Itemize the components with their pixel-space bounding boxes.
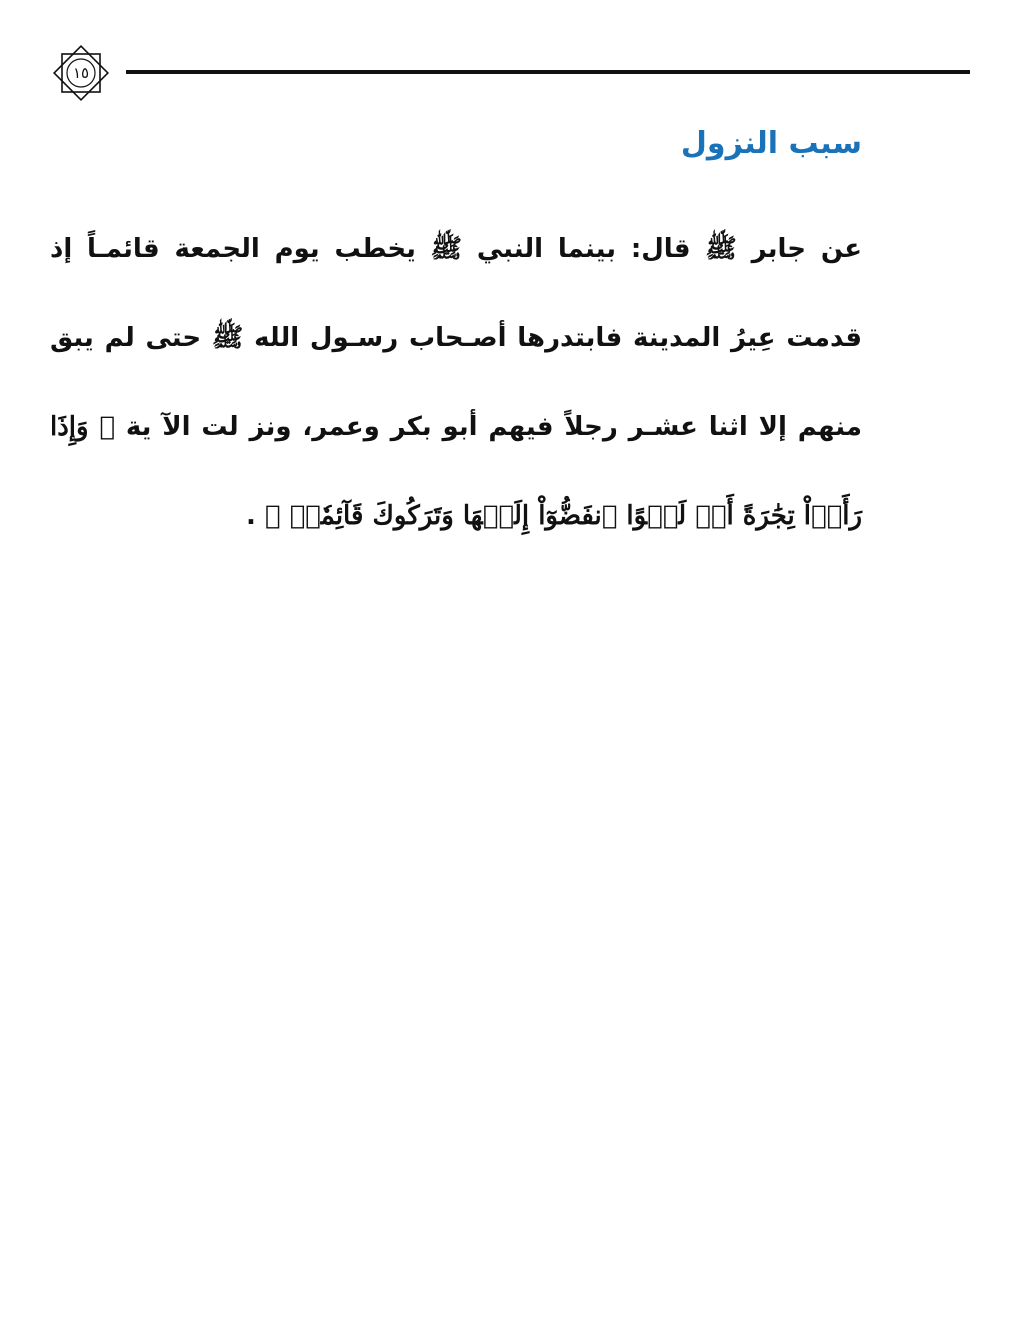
narration-text: عن جابر ﷺ قال: بينما النبي ﷺ يخطب يوم الجمعة قائمـاً إذ قدمت عِيرُ المدينة فابتدرها أصـحاب رسـول الله ﷺ حتى لم يبق منهم إلا اثنا عشـر رجلاً فيهم أبو بكر وعمر، ونز لت الآ ية: [50, 234, 862, 442]
page-header: [0, 0, 1020, 130]
body-paragraph: [50, 205, 862, 561]
paragraph-end-mark: .: [245, 501, 256, 531]
page-number: ١٥: [72, 64, 90, 82]
header-rule: [126, 70, 970, 74]
quran-verse: ﴿ وَإِذَا رَأَوۡاْ تِجَٰرَةً أَوۡ لَهۡوًا ٱنفَضُّوٓاْ إِلَيۡهَا وَتَرَكُوكَ قَآئِمٗاۚ ﴾: [50, 412, 862, 531]
section-title: سبب النزول: [680, 126, 862, 161]
page-number-badge: [48, 40, 114, 106]
